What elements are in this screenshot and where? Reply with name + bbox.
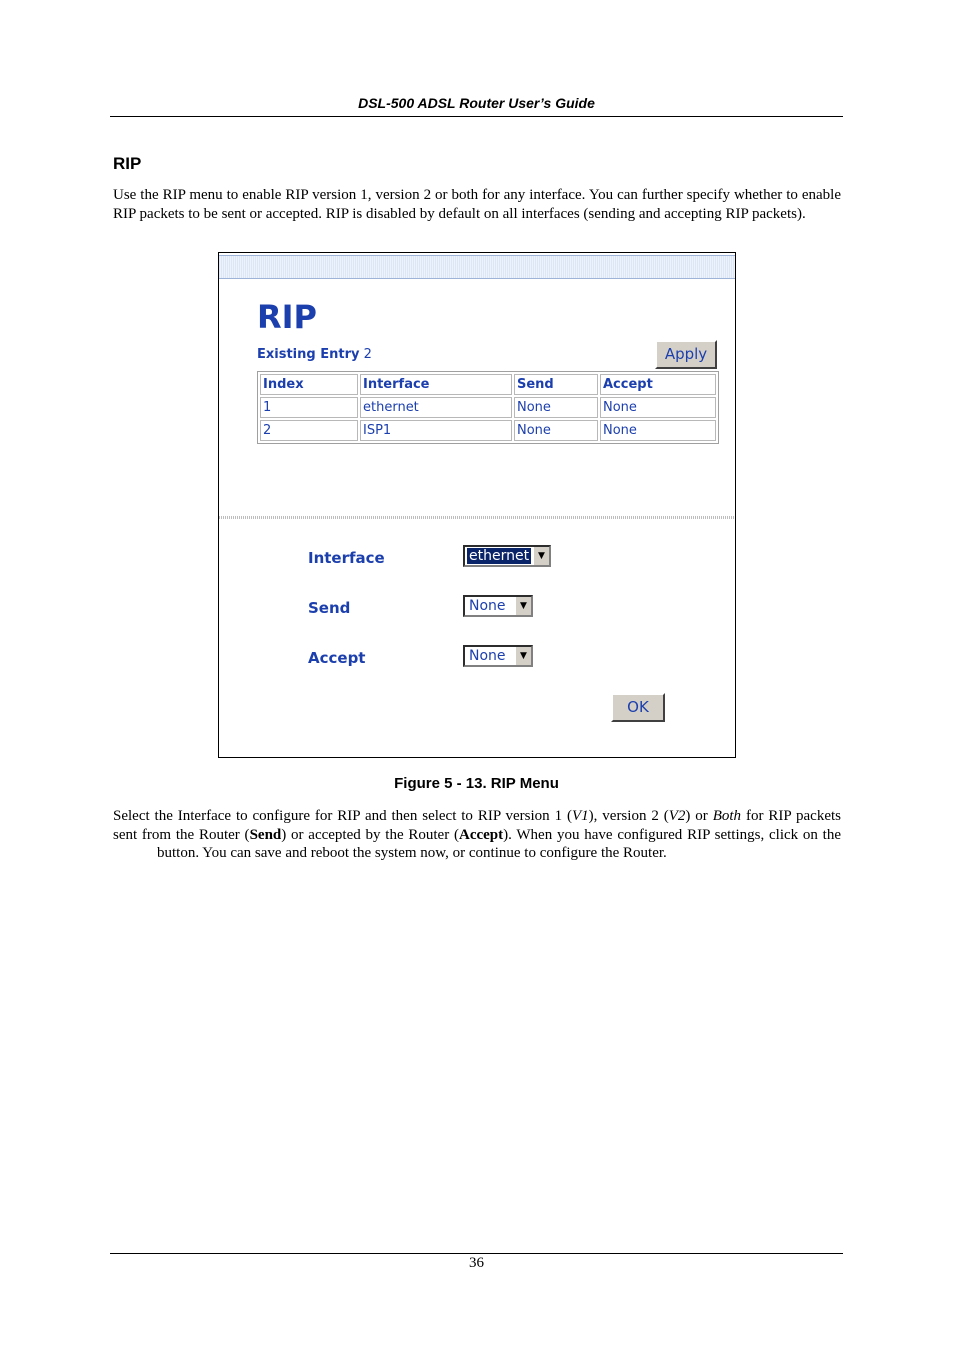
page-number: 36: [469, 1255, 484, 1271]
accept-select-value: None: [469, 648, 506, 664]
text-run: ), version 2 (: [588, 808, 669, 824]
rip-menu-screenshot: [218, 252, 736, 758]
cell-index: 2: [260, 420, 358, 441]
send-label: Send: [308, 599, 351, 617]
section-divider: [219, 516, 735, 519]
figure-top-bar: [219, 255, 735, 279]
column-header-send: Send: [514, 374, 598, 395]
apply-button[interactable]: Apply: [655, 340, 717, 369]
figure-caption: Figure 5 - 13. RIP Menu: [394, 775, 559, 792]
interface-label: Interface: [308, 549, 385, 567]
accept-label: Accept: [308, 649, 366, 667]
table-row[interactable]: [260, 397, 716, 418]
section-title: RIP: [113, 154, 142, 173]
text-run: for RIP packets sent from the Router (: [113, 808, 841, 843]
rip-entries-table: [257, 371, 719, 444]
header-rule: [110, 116, 843, 117]
send-select[interactable]: [463, 595, 533, 617]
table-header-row: [260, 374, 716, 395]
cell-accept: None: [600, 420, 716, 441]
chevron-down-icon[interactable]: ▼: [515, 597, 531, 615]
text-run: Select the Interface to configure for RIP and then select to RIP version 1 (: [113, 808, 572, 824]
text-run: ). When you have configured RIP settings, click on the: [503, 826, 842, 843]
existing-entry-count: 2: [363, 347, 372, 362]
accept-term: Accept: [458, 826, 504, 843]
both-term: Both: [712, 808, 742, 824]
v1-term: V1: [571, 808, 589, 824]
cell-send: None: [514, 397, 598, 418]
ok-button[interactable]: OK: [611, 693, 665, 722]
cell-interface: ISP1: [360, 420, 512, 441]
instructions-paragraph: [113, 807, 841, 863]
text-run: button. You can save and reboot the system now, or continue to configure the Router.: [157, 845, 667, 861]
v2-term: V2: [668, 808, 686, 824]
column-header-interface: Interface: [360, 374, 512, 395]
intro-paragraph: Use the RIP menu to enable RIP version 1, version 2 or both for any interface. You can further specify whether to enable RIP packets to be sent or accepted. RIP is disabled by default on all interfaces (sending and accepting RIP packets).: [113, 187, 841, 222]
document-header-title: DSL-500 ADSL Router User’s Guide: [358, 95, 595, 111]
cell-index: 1: [260, 397, 358, 418]
cell-send: None: [514, 420, 598, 441]
column-header-accept: Accept: [600, 374, 716, 395]
column-header-index: Index: [260, 374, 358, 395]
cell-interface: ethernet: [360, 397, 512, 418]
text-run: ) or: [685, 808, 713, 824]
accept-select[interactable]: [463, 645, 533, 667]
interface-select-value: ethernet: [469, 548, 530, 564]
send-select-value: None: [469, 598, 506, 614]
send-term: Send: [249, 826, 282, 843]
interface-select[interactable]: [463, 545, 551, 567]
table-row[interactable]: [260, 420, 716, 441]
cell-accept: None: [600, 397, 716, 418]
existing-entry-label: Existing Entry: [257, 347, 360, 362]
existing-entry: [257, 347, 372, 362]
chevron-down-icon[interactable]: ▼: [515, 647, 531, 665]
text-run: ) or accepted by the Router (: [281, 826, 459, 843]
rip-heading: RIP: [257, 298, 317, 336]
chevron-down-icon[interactable]: ▼: [533, 547, 549, 565]
footer-rule: [110, 1253, 843, 1254]
